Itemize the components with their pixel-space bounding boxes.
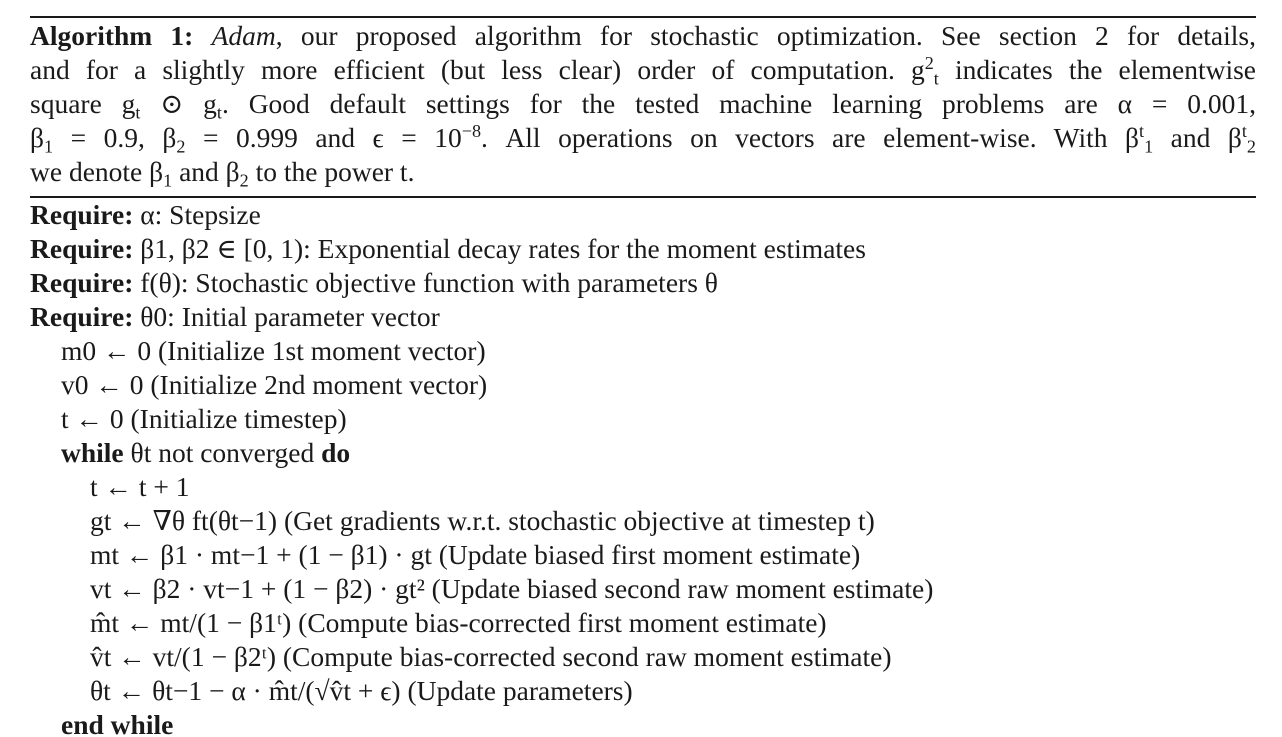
caption-line-3 [30, 87, 1256, 121]
caption-text: . Good default settings for the tested machine learning problems are α = 0.001, [221, 88, 1256, 119]
subscript: 1 [163, 170, 173, 191]
while-condition: θt not converged [123, 437, 322, 468]
subscript: t [216, 102, 222, 123]
superscript: t [1139, 121, 1145, 142]
subscript: t [933, 68, 939, 89]
step-first-moment: mt ← β1 · mt−1 + (1 − β1) · gt (Update biased first moment estimate) [90, 539, 861, 570]
require-keyword: Require: [30, 199, 134, 230]
caption-text: = 0.999 and ϵ = 10 [185, 122, 462, 153]
caption-text: and β [172, 156, 240, 187]
caption-text: , our proposed algorithm for stochastic optimization. See section 2 for details, [275, 20, 1256, 51]
caption-text: to the power t. [248, 156, 415, 187]
do-keyword: do [321, 437, 351, 468]
caption-text: ⊙ g [140, 88, 217, 119]
superscript: 2 [924, 53, 934, 74]
require-stepsize [30, 198, 1270, 232]
require-keyword: Require: [30, 267, 134, 298]
subscript: 1 [44, 136, 54, 157]
require-decay-rates [30, 232, 1270, 266]
while-keyword: while [61, 437, 124, 468]
algorithm-name: Adam [211, 20, 276, 51]
end-while-keyword: end while [61, 709, 174, 737]
step-update-parameters: θt ← θt−1 − α · m̂t/(√v̂t + ϵ) (Update parameters) [90, 675, 633, 706]
require-initial-vector [30, 300, 1270, 334]
superscript: −8 [461, 121, 482, 142]
top-rule [30, 16, 1256, 18]
require-keyword: Require: [30, 301, 134, 332]
init-second-moment: v0 ← 0 (Initialize 2nd moment vector) [61, 369, 488, 400]
caption-text: we denote β [30, 156, 164, 187]
end-while [30, 708, 1270, 737]
require-text: α: Stepsize [133, 199, 261, 230]
subscript: 2 [1246, 136, 1256, 157]
algorithm-caption [30, 19, 1256, 189]
caption-line-2 [30, 53, 1256, 87]
caption-line-1 [30, 19, 1256, 53]
caption-line-5 [30, 155, 1256, 189]
require-keyword: Require: [30, 233, 134, 264]
init-first-moment: m0 ← 0 (Initialize 1st moment vector) [61, 335, 486, 366]
step-second-moment: vt ← β2 · vt−1 + (1 − β2) · gt² (Update biased second raw moment estimate) [90, 573, 934, 604]
algorithm-body [30, 198, 1270, 737]
caption-line-4 [30, 121, 1256, 155]
step-bias-corrected-second: v̂t ← vt/(1 − β2ᵗ) (Compute bias-corrected second raw moment estimate) [90, 641, 892, 672]
algorithm-label: Algorithm 1: [30, 20, 194, 51]
step-increment-timestep: t ← t + 1 [90, 471, 190, 502]
require-text: f(θ): Stochastic objective function with parameters θ [133, 267, 718, 298]
init-timestep: t ← 0 (Initialize timestep) [61, 403, 347, 434]
subscript: 1 [1144, 136, 1154, 157]
caption-text: . All operations on vectors are element-wise. With β [481, 122, 1140, 153]
step-bias-corrected-first: m̂t ← mt/(1 − β1ᵗ) (Compute bias-corrected first moment estimate) [90, 607, 827, 638]
step-gradient: gt ← ∇θ ft(θt−1) (Get gradients w.r.t. stochastic objective at timestep t) [90, 505, 875, 536]
superscript: t [1241, 121, 1247, 142]
caption-text: and for a slightly more efficient (but less clear) order of computation. g [30, 54, 925, 85]
while-loop-header [30, 436, 1270, 470]
caption-text: indicates the elementwise [938, 54, 1256, 85]
require-text: θ0: Initial parameter vector [133, 301, 440, 332]
require-text: β1, β2 ∈ [0, 1): Exponential decay rates for the moment estimates [133, 233, 866, 264]
caption-text: and β [1153, 122, 1242, 153]
require-objective [30, 266, 1270, 300]
caption-text: square g [30, 88, 136, 119]
subscript: t [135, 102, 141, 123]
subscript: 2 [239, 170, 249, 191]
caption-text: β [30, 122, 44, 153]
subscript: 2 [176, 136, 186, 157]
caption-text: = 0.9, β [53, 122, 177, 153]
